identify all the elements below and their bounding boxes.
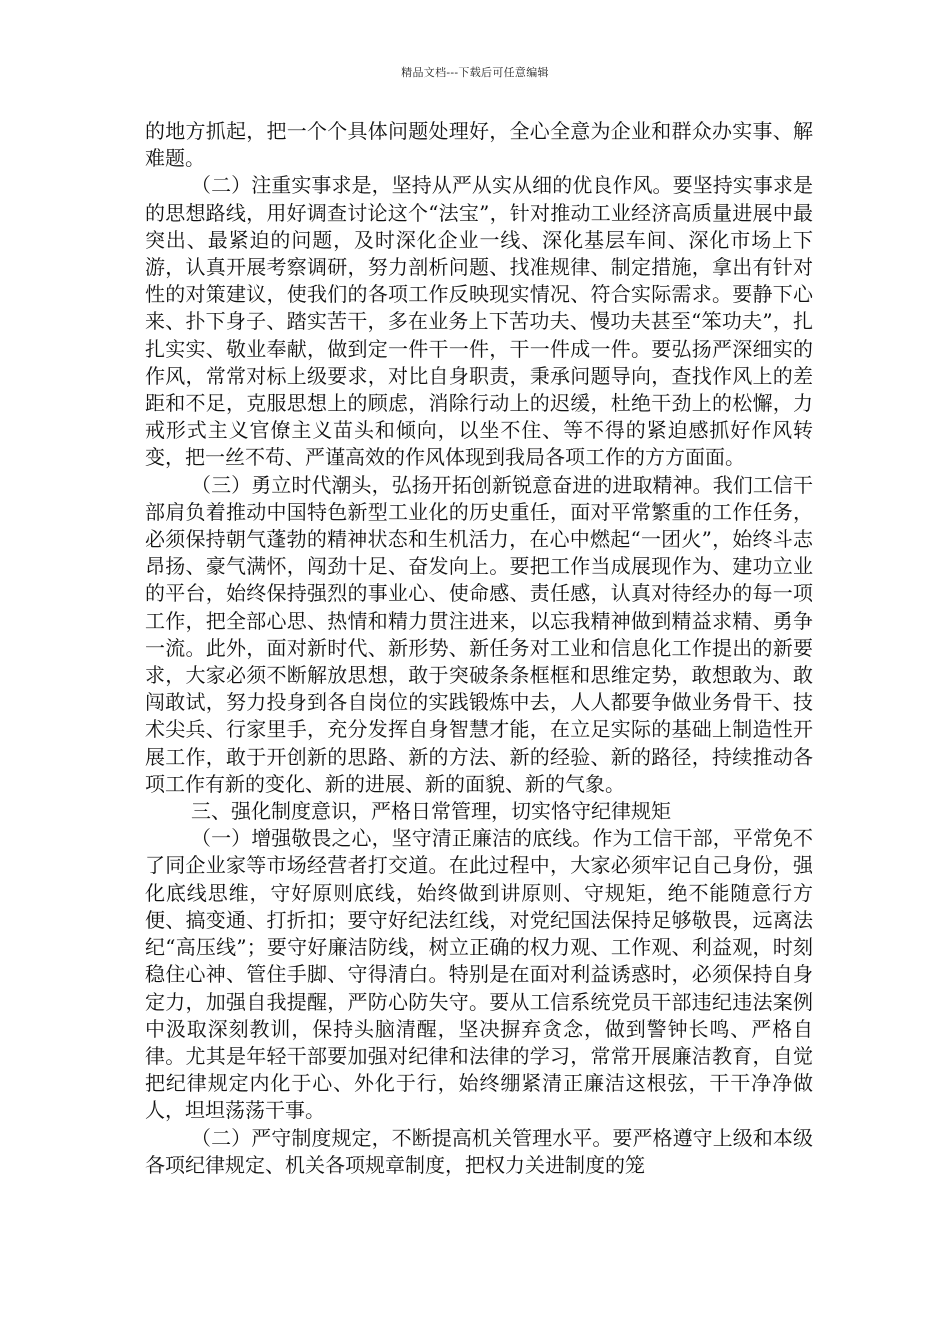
paragraph-2-2: （二）注重实事求是，坚持从严从实从细的优良作风。要坚持实事求是的思想路线，用好调查讨论这个“法宝”，针对推动工业经济高质量进展中最突出、最紧迫的问题，及时深化企业一线、深化基层车间、深化市场上下游，认真开展考察调研，努力剖析问题、找准规律、制定措施，拿出有针对性的对策建议，使我们的各项工作反映现实情况、符合实际需求。要静下心来、扑下身子、踏实苦干，多在业务上下苦功夫、慢功夫甚至“笨功夫”，扎扎实实、敬业奉献，做到定一件干一件，干一件成一件。要弘扬严深细实的作风，常常对标上级要求，对比自身职责，秉承问题导向，查找作风上的差距和不足，克服思想上的顾虑，消除行动上的迟缓，杜绝干劲上的松懈，力戒形式主义官僚主义苗头和倾向，以坐不住、等不得的紧迫感抓好作风转变，把一丝不苟、严谨高效的作风体现到我局各项工作的方方面面。 — [145, 173, 813, 470]
paragraph-2-3: （三）勇立时代潮头，弘扬开拓创新锐意奋进的进取精神。我们工信干部肩负着推动中国特色新型工业化的历史重任，面对平常繁重的工作任务，必须保持朝气蓬勃的精神状态和生机活力，在心中燃起“一团火”，始终斗志昂扬、豪气满怀，闯劲十足、奋发向上。要把工作当成展现作为、建功立业的平台，始终保持强烈的事业心、使命感、责任感，认真对待经办的每一项工作，把全部心思、热情和精力贯注进来，以忘我精神做到精益求精、勇争一流。此外，面对新时代、新形势、新任务对工业和信息化工作提出的新要求，大家必须不断解放思想，敢于突破条条框框和思维定势，敢想敢为、敢闯敢试，努力投身到各自岗位的实践锻炼中去，人人都要争做业务骨干、技术尖兵、行家里手，充分发挥自身智慧才能，在立足实际的基础上制造性开展工作，敢于开创新的思路、新的方法、新的经验、新的路径，持续推动各项工作有新的变化、新的进展、新的面貌、新的气象。 — [145, 472, 813, 796]
paragraph-continuation: 的地方抓起，把一个个具体问题处理好，全心全意为企业和群众办实事、解难题。 — [145, 119, 813, 171]
document-body — [145, 118, 813, 1179]
section-heading-3: 三、强化制度意识，严格日常管理，切实恪守纪律规矩 — [191, 799, 671, 824]
paragraph-3-1: （一）增强敬畏之心，坚守清正廉洁的底线。作为工信干部，平常免不了同企业家等市场经营者打交道。在此过程中，大家必须牢记自己身份，强化底线思维，守好原则底线，始终做到讲原则、守规矩，绝不能随意行方便、搞变通、打折扣；要守好纪法红线，对党纪国法保持足够敬畏，远离法纪“高压线”；要守好廉洁防线，树立正确的权力观、工作观、利益观，时刻稳住心神、管住手脚、守得清白。特别是在面对利益诱惑时，必须保持自身定力，加强自我提醒，严防心防失守。要从工信系统党员干部违纪违法案例中汲取深刻教训，保持头脑清醒，坚决摒弃贪念，做到警钟长鸣、严格自律。尤其是年轻干部要加强对纪律和法律的学习，常常开展廉洁教育，自觉把纪律规定内化于心、外化于行，始终绷紧清正廉洁这根弦，干干净净做人，坦坦荡荡干事。 — [145, 826, 813, 1123]
page-header: 精品文档---下载后可任意编辑 — [401, 66, 549, 79]
paragraph-3-2: （二）严守制度规定，不断提高机关管理水平。要严格遵守上级和本级各项纪律规定、机关各项规章制度，把权力关进制度的笼 — [145, 1125, 813, 1177]
